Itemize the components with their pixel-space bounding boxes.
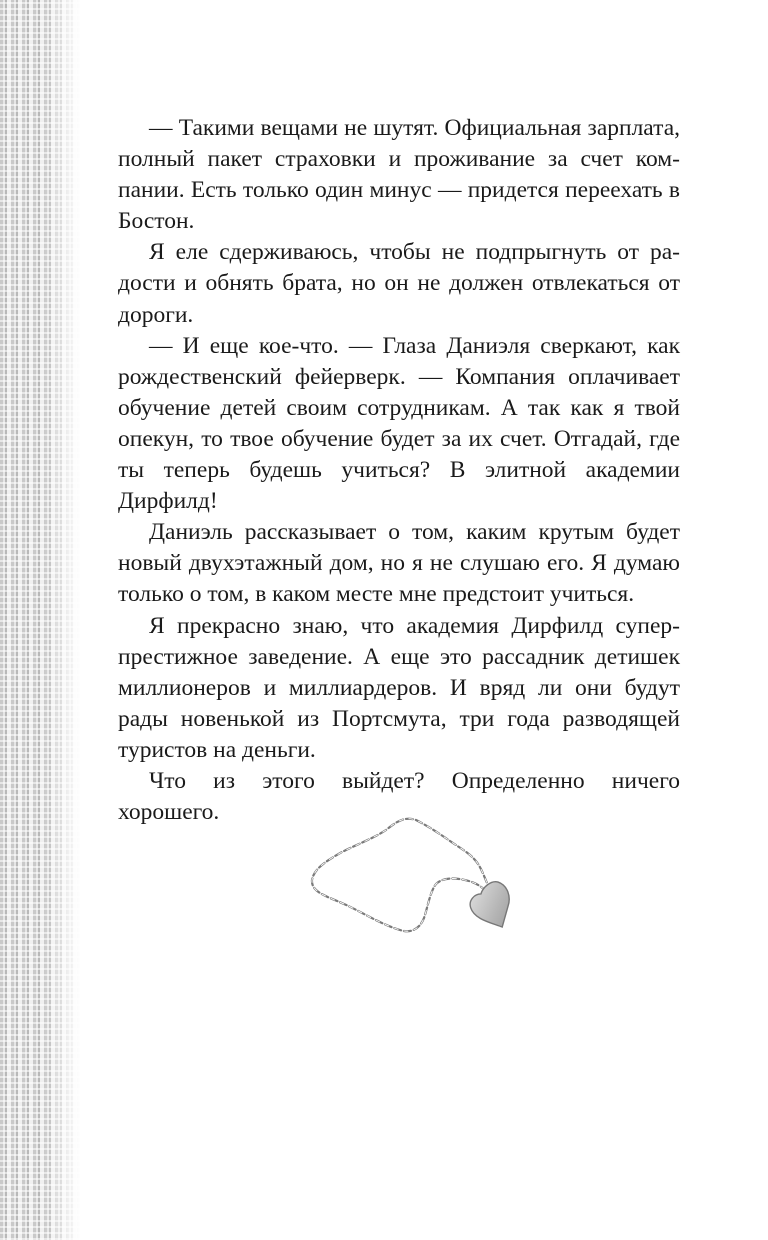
heart-necklace-icon [300,808,550,938]
paragraph: Что из этого выйдет? Определенно ничего хорошего. [118,767,680,826]
paragraph: Даниэль рассказывает о том, каким крутым будет новый двухэтажный дом, но я не слушаю его. Я думаю только о том, в каком месте мне предстоит учиться. [118,519,680,608]
paragraph: Я прекрасно знаю, что академия Дирфилд суперпрестижное заведение. А еще это рассадник детишек миллионеров и миллиардеров. И вряд ли они будут рады новенькой из Портсмута, три года разводящей туристов на деньги. [118,612,680,763]
paragraph: — И еще кое-что. — Глаза Даниэля сверкают, как рождественский фейерверк. — Компания оплачивает обучение детей своим сотрудникам. А так как я твой опекун, то твое обучение будет за их счет. Отгадай, где ты теперь будешь учиться? В элитной академии Дирфилд! [118,332,680,515]
chain [312,819,496,932]
heart-pendant [465,879,517,935]
page-edge-texture [0,0,80,1240]
page-text [118,113,680,828]
paragraph: Я еле сдерживаюсь, чтобы не подпрыгнуть от радости и обнять брата, но он не должен отвлекаться от дороги. [118,239,680,328]
paragraph: — Такими вещами не шутят. Официальная зарплата, полный пакет страховки и проживание за счет компании. Есть только один минус — придется переехать в Бостон. [118,115,680,235]
